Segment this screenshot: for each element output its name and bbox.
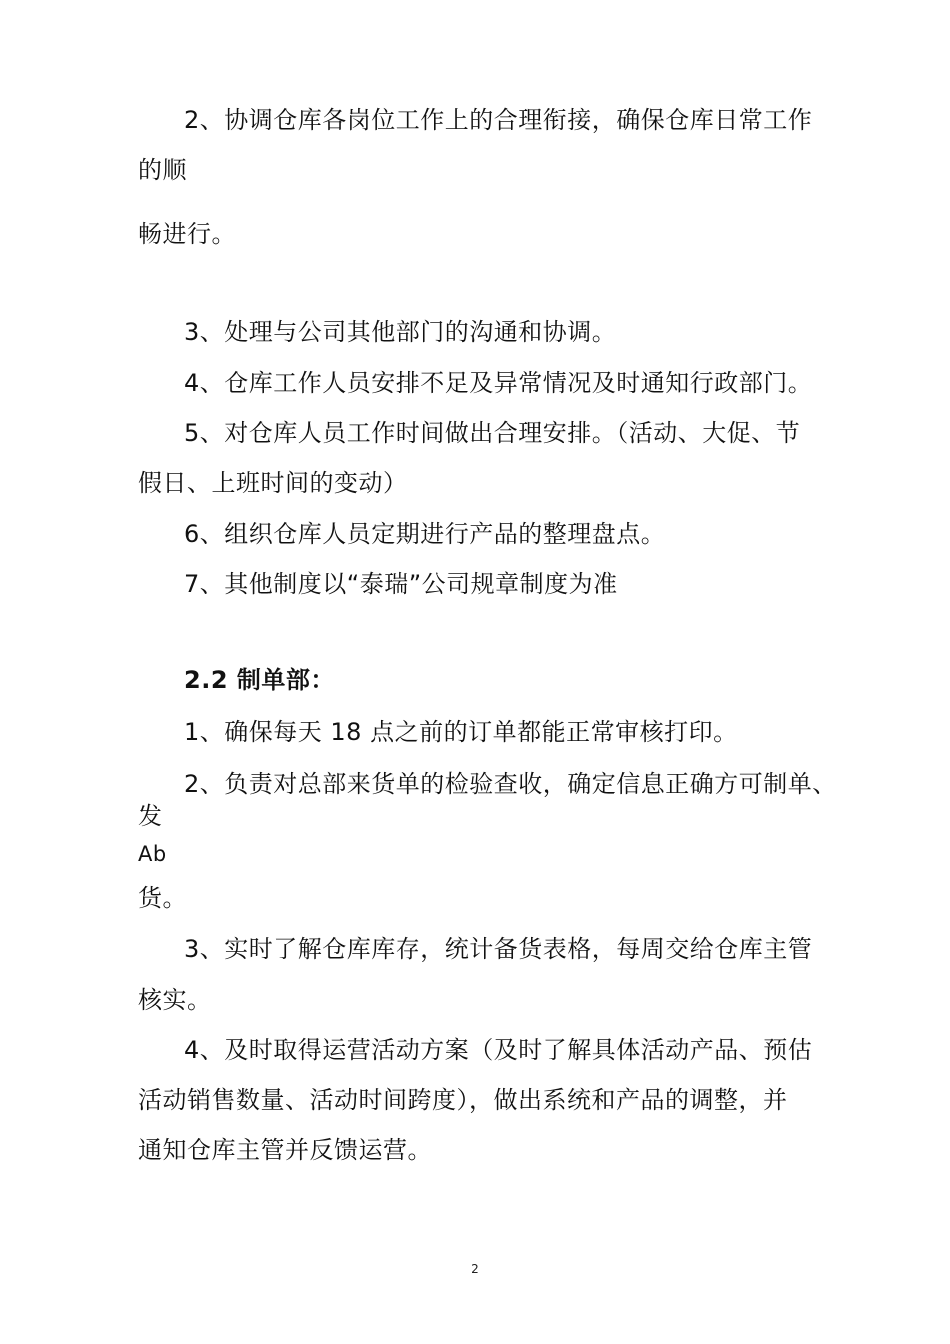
paragraph-line-1: 2、协调仓库各岗位工作上的合理衔接，确保仓库日常工作 xyxy=(184,106,813,134)
paragraph-line-11: 2、负责对总部来货单的检验查收，确定信息正确方可制单、 xyxy=(184,770,837,798)
paragraph-line-4: 3、处理与公司其他部门的沟通和协调。 xyxy=(184,318,617,346)
paragraph-line-3: 畅进行。 xyxy=(138,220,236,248)
paragraph-line-18: 活动销售数量、活动时间跨度），做出系统和产品的调整，并 xyxy=(138,1086,788,1114)
paragraph-line-8: 6、组织仓库人员定期进行产品的整理盘点。 xyxy=(184,520,666,548)
paragraph-line-16: 核实。 xyxy=(138,986,212,1014)
paragraph-line-6: 5、对仓库人员工作时间做出合理安排。（活动、大促、节 xyxy=(184,419,801,447)
paragraph-line-9: 7、其他制度以“泰瑞”公司规章制度为准 xyxy=(184,570,618,598)
paragraph-line-10: 1、确保每天 18 点之前的订单都能正常审核打印。 xyxy=(184,718,738,746)
page-number: 2 xyxy=(471,1262,479,1276)
paragraph-line-5: 4、仓库工作人员安排不足及异常情况及时通知行政部门。 xyxy=(184,369,813,397)
paragraph-line-12: 发 xyxy=(138,802,163,830)
paragraph-line-15: 3、实时了解仓库库存，统计备货表格，每周交给仓库主管 xyxy=(184,935,813,963)
paragraph-line-7: 假日、上班时间的变动） xyxy=(138,469,408,497)
paragraph-line-17: 4、及时取得运营活动方案（及时了解具体活动产品、预估 xyxy=(184,1036,813,1064)
section-heading: 2.2 制单部： xyxy=(184,666,335,694)
paragraph-line-19: 通知仓库主管并反馈运营。 xyxy=(138,1136,432,1164)
paragraph-line-13: Ab xyxy=(138,842,167,866)
paragraph-line-2: 的顺 xyxy=(138,156,187,184)
paragraph-line-14: 货。 xyxy=(138,884,187,912)
